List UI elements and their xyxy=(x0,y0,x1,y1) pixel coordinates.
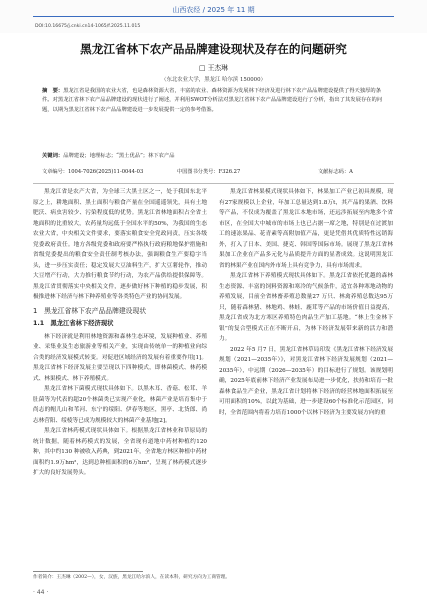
journal-header: 山西农经 / 2025 年 11 期 xyxy=(172,6,255,14)
body-paragraph: 2022 年5 月7 日，黑龙江省林草局印发《黑龙江省林下经济发展规划（2021—2035年）》，对黑龙江省林下经济发展规划（2021—2035年），中远期（2026—2035年）的目标进行了规划。该规划明确，2025年底前林下经济产业发展布局进一步优化，扶持和培育一批森林食品生产企业，黑龙江省计划将林下经济的经营林地面积拓展至可用面积的10%，以此为基础，进一步建设60个标准化示范园区，同时，全省范围内将着力培育1000个以林下经济为主要发展方向的重 xyxy=(219,346,393,416)
classification-number: 中国图书分类号：F326.27 xyxy=(177,169,241,175)
author-footnote: 作者简介：王杰琳（2002—），女，汉族，黑龙江哈尔滨人，在读本科，研究方向为工商管理。 xyxy=(33,575,231,580)
body-paragraph: 黑龙江省林下养殖模式现状具体如下。黑龙江省依托优越的森林生态资源、丰富的饲料资源和寒冷的气候条件，适宜各种寒地动物的养殖发展，目前全省林畜养殖总数量27 万只、林禽养殖总数达95万只，随着森林猪、林地鸡、林蛙、鹿茸等产品的市场价值日益提高，黑龙江省成为北方寒区养殖特色肉品生产加工基地。“林上生金林下银”的复合型模式正在不断开启，为林下经济发展带来新的活力和潜力。 xyxy=(219,273,393,342)
body-paragraph: 黑龙江省林果模式现状具体如下，林果加工产业已初具规模，现有27家规模以上企业，年加工总量达到1.8万t，其产品的果酒、饮料等产品，不仅成为覆盖了黑龙江本地市场，还远涉拓展至内地多个省市区，在全国大中城市的市场上也已占据一席之地，特别是在过渡加工的速冻果品、花青素等高附加值产品，更是凭借其优质特性远销海外，打入了日本、美国、捷克、韩国等国际市场。展现了黑龙江省林果加工企业在产品多元化与品质提升方面的显著成效。这说明黑龙江省的林果产业在国内外市场上具有竞争力，具有市场需求。 xyxy=(219,189,393,269)
body-paragraph: 林下经济就是利用林地资源和森林生态环境，发展种植业、养殖业、采集业及生态旅游业等相关产业，实现由传统单一的种植业向综合类的经济发展模式转变。对促进区域经济的发展有着重要作用[1]。黑龙江省林下经济发展主要呈现以下四种模式，即林菌模式、林药模式、林果模式、林下养殖模式。 xyxy=(33,333,207,382)
body-paragraph: 黑龙江省是农产大省，为全球三大黑土区之一，处于我国东北平原之上，耕地面积、黑土面积与粮食产量在全国遥遥领先，具有土地肥沃、病虫害较少、污染程度低的优势。黑龙江省林地面积占全省土地面积的比重较大，农药量均远低于全国水平的50%，为我国的生态农业大省，中央相关文件要求，要落实粮食安全党政同责，压实各级党委政府责任。地方各级党委和政府要严格执行政府粮地保护措施和省级党委提出的粮食安全责任制考核办法，强调粮食生产要稳字当头，进一步压实责任；稳定发展大豆油料生产，扩大豆薯轮作，推动大豆增产行动，大力推行粮食节约行动，为农产品供给提供保障等。黑龙江省贯彻落实中央相关文件，逐步做好林下种植的稳步发展，积极推进林下经济与林下种养殖业等各类特色产业的协同发展。 xyxy=(33,189,207,300)
keywords-label: 关键词： xyxy=(42,153,64,159)
article-title: 黑龙江省林下农产品品牌建设现状及存在的问题研究 xyxy=(80,42,347,56)
doi-text: DOI:10.16675/j.cnki.cn14-1065/f.2025.11.015 xyxy=(35,24,141,29)
article-meta xyxy=(42,168,386,178)
body-paragraph: 黑龙江省林药模式现状具体如下。根据黑龙江省林业和草原局的统计数据，随着林药模式的发展，全省现有道地中药材种植约120 种，其中约130 种被收入药典，到2021年，全省地方林区种植中药材面积约1.9万hm²，达到总种植面积的6万hm²，呈现了林药模式逐步扩大的良好发展势头。 xyxy=(33,428,207,476)
body-paragraph: 黑龙江省林下菌模式现状具体如下。以黑木耳、香菇、松茸、羊肚菌等为代表的超20个林菌类已实现产业化，林菌产业是培育集中于尚志的帽儿山和苇河、东宁的绥阳、伊春等地区，黑亭、北货郎、尚志林营阳、绥棱等已成为规模较大的林菌产业基地[2]。 xyxy=(33,386,207,424)
keywords-text: 品牌建设；地理标志；“黑土优品”；林下农产品 xyxy=(63,153,175,159)
author-line: □ 王杰琳 xyxy=(199,64,228,72)
section-heading: 1 黑龙江省林下农产品品牌建设现状 xyxy=(33,306,147,315)
body-column-left xyxy=(33,187,207,479)
affiliation-line: （东北农业大学，黑龙江 哈尔滨 150000） xyxy=(161,77,266,83)
abstract-label: 摘 要： xyxy=(42,88,64,94)
header-rule xyxy=(33,16,394,17)
footnote-rule xyxy=(33,571,143,572)
subsection-heading: 1.1 黑龙江省林下经济现状 xyxy=(33,320,114,327)
abstract-separator xyxy=(33,183,394,184)
keywords xyxy=(42,152,386,161)
abstract xyxy=(42,87,386,115)
document-code: 文献标志码：A xyxy=(318,169,353,175)
body-column-right xyxy=(219,187,393,418)
abstract-text: 黑龙江省是我国的农业大省，也是森林资源大省，丰富的农业、森林资源为发展林下经济及进行林下农产品品牌建设提供了得天独厚的条件。对黑龙江省林下农产品品牌建设的现状进行了阐述，并利用SWOT分析法对黑龙江省林下农产品品牌建设进行了分析，指出了其发展存在的问题，以期为黑龙江省林下农产品品牌建设进一步发展提供一定的参考借鉴。 xyxy=(42,88,383,113)
article-number: 文章编号：1004-7026(2025)11-0044-03 xyxy=(42,169,144,175)
page-number: · 44 · xyxy=(33,589,49,596)
